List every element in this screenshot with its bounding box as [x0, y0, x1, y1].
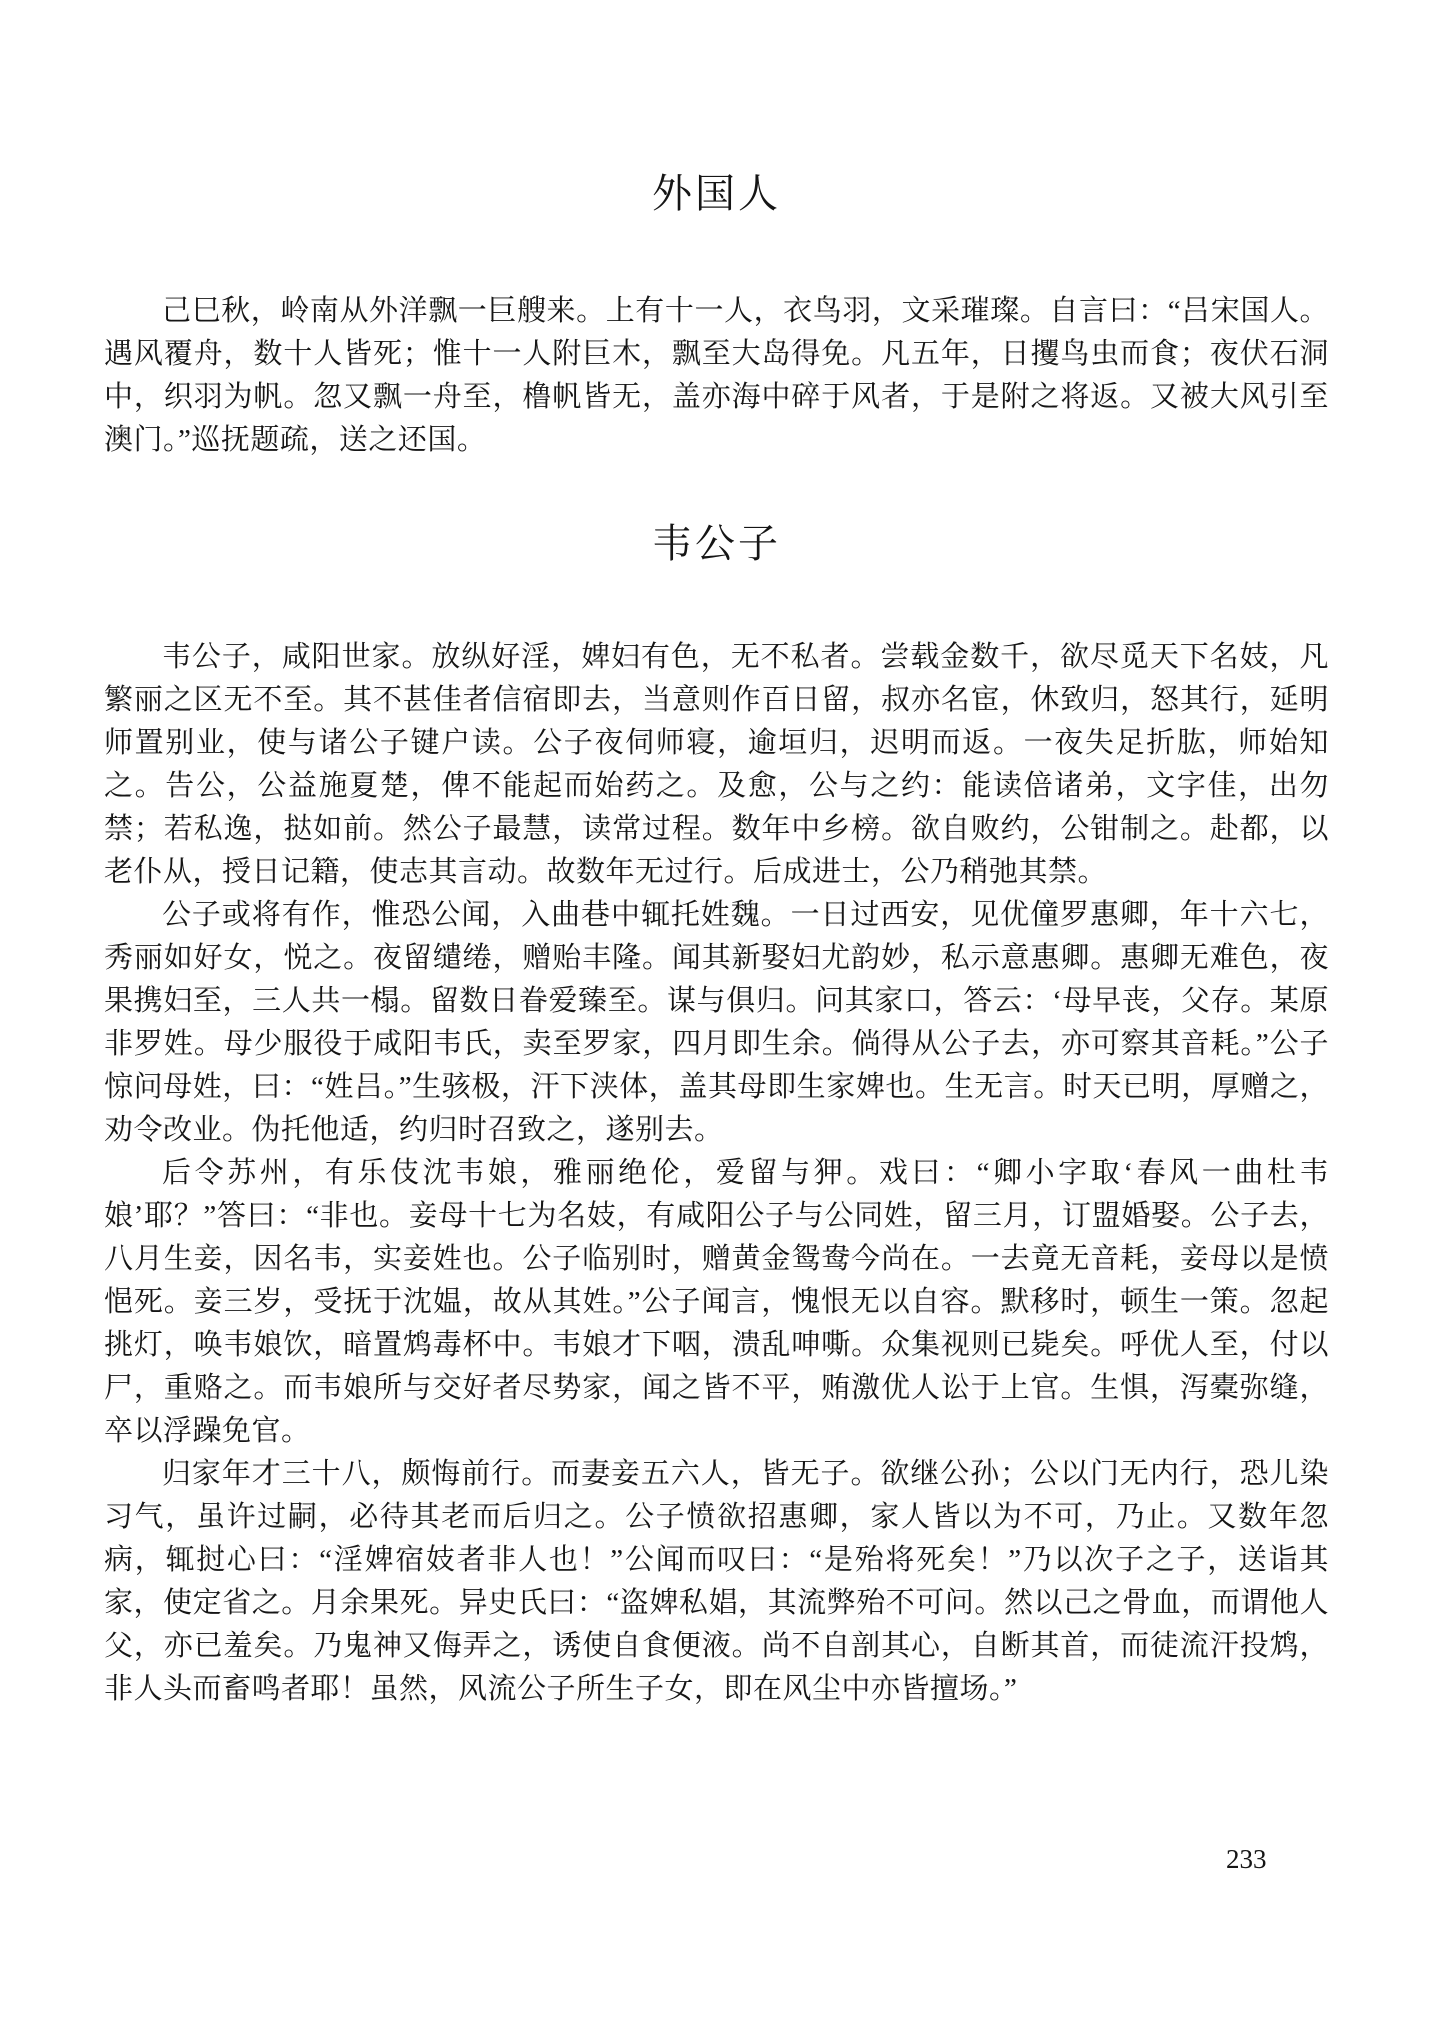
story-wei-gongzi-paragraph-3: 后令苏州，有乐伎沈韦娘，雅丽绝伦，爱留与狎。戏曰：“卿小字取‘春风一曲杜韦娘’耶？”答曰：“非也。妾母十七为名妓，有咸阳公子与公同姓，留三月，订盟婚娶。公子去，八月生妾，因名韦，实妾姓也。公子临别时，赠黄金鸳鸯今尚在。一去竟无音耗，妾母以是愤悒死。妾三岁，受抚于沈媪，故从其姓。”公子闻言，愧恨无以自容。默移时，顿生一策。忽起挑灯，唤韦娘饮，暗置鸩毒杯中。韦娘才下咽，溃乱呻嘶。众集视则已毙矣。呼优人至，付以尸，重赂之。而韦娘所与交好者尽势家，闻之皆不平，贿激优人讼于上官。生惧，泻橐弥缝，卒以浮躁免官。 [104, 1157, 1329, 1447]
page-number: 233 [1226, 1844, 1267, 1874]
story-wei-gongzi-paragraph-2: 公子或将有作，惟恐公闻，入曲巷中辄托姓魏。一日过西安，见优僮罗惠卿，年十六七，秀丽如好女，悦之。夜留缱绻，赠贻丰隆。闻其新娶妇尤韵妙，私示意惠卿。惠卿无难色，夜果携妇至，三人共一榻。留数日眷爱臻至。谋与俱归。问其家口，答云：‘母早丧，父存。某原非罗姓。母少服役于咸阳韦氏，卖至罗家，四月即生余。倘得从公子去，亦可察其音耗。”公子惊问母姓，曰：“姓吕。”生骇极，汗下浃体，盖其母即生家婢也。生无言。时天已明，厚赠之，劝令改业。伪托他适，约归时召致之，遂别去。 [104, 899, 1329, 1146]
story-title-wei-gongzi: 韦公子 [652, 522, 781, 566]
story-wei-gongzi-paragraph-1: 韦公子，咸阳世家。放纵好淫，婢妇有色，无不私者。尝载金数千，欲尽觅天下名妓，凡繁丽之区无不至。其不甚佳者信宿即去，当意则作百日留，叔亦名宦，休致归，怒其行，延明师置别业，使与诸公子键户读。公子夜伺师寝，逾垣归，迟明而返。一夜失足折肱，师始知之。告公，公益施夏楚，俾不能起而始药之。及愈，公与之约：能读倍诸弟，文字佳，出勿禁；若私逸，挞如前。然公子最慧，读常过程。数年中乡榜。欲自败约，公钳制之。赴都，以老仆从，授日记籍，使志其言动。故数年无过行。后成进士，公乃稍弛其禁。 [104, 641, 1329, 888]
story-title-foreigner: 外国人 [652, 172, 781, 216]
story-foreigner-paragraph-1: 己巳秋，岭南从外洋飘一巨艘来。上有十一人，衣鸟羽，文采璀璨。自言曰：“吕宋国人。遇风覆舟，数十人皆死；惟十一人附巨木，飘至大岛得免。凡五年，日攫鸟虫而食；夜伏石洞中，织羽为帆。忽又飘一舟至，橹帆皆无，盖亦海中碎于风者，于是附之将返。又被大风引至澳门。”巡抚题疏，送之还国。 [104, 295, 1329, 456]
story-wei-gongzi-paragraph-4: 归家年才三十八，颇悔前行。而妻妾五六人，皆无子。欲继公孙；公以门无内行，恐儿染习气，虽许过嗣，必待其老而后归之。公子愤欲招惠卿，家人皆以为不可，乃止。又数年忽病，辄挝心曰：“淫婢宿妓者非人也！”公闻而叹曰：“是殆将死矣！”乃以次子之子，送诣其家，使定省之。月余果死。异史氏曰：“盗婢私娼，其流弊殆不可问。然以己之骨血，而谓他人父，亦已羞矣。乃鬼神又侮弄之，诱使自食便液。尚不自剖其心，自断其首，而徒流汗投鸩，非人头而畜鸣者耶！虽然，风流公子所生子女，即在风尘中亦皆擅场。” [104, 1458, 1329, 1705]
